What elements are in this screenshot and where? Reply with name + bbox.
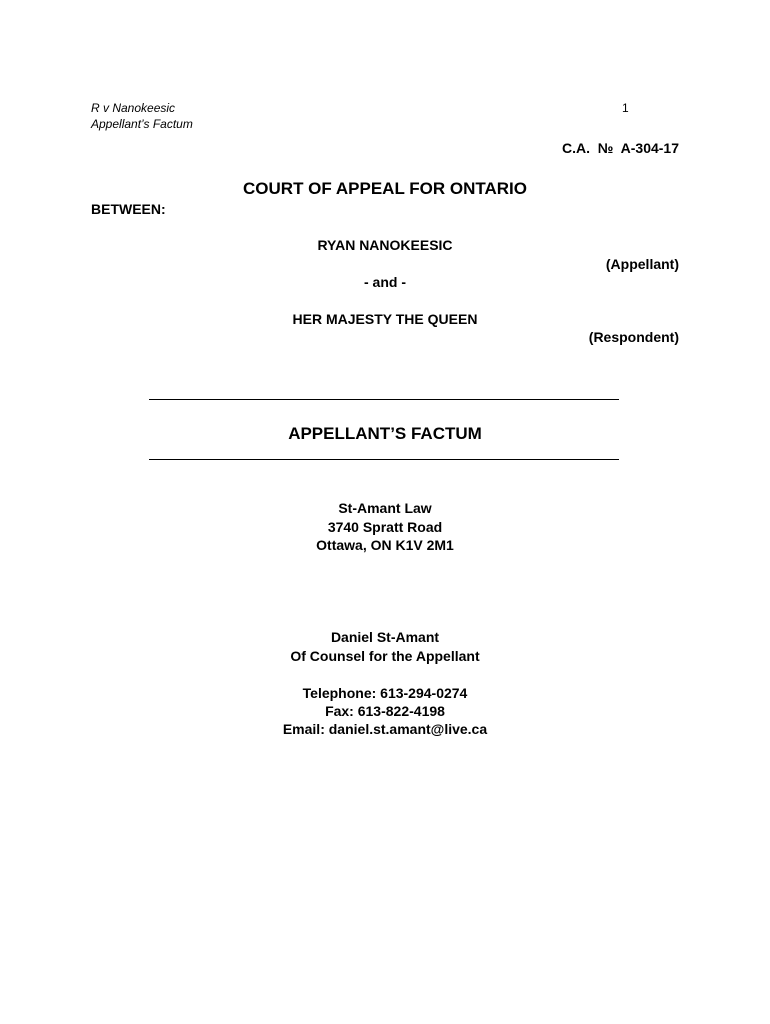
- firm-name: St-Amant Law: [338, 500, 432, 516]
- contact-telephone: Telephone: 613-294-0274: [302, 685, 468, 701]
- title-rule-top: [149, 399, 619, 400]
- court-file-number: C.A. № A-304-17: [561, 140, 679, 156]
- header-case-short: R v Nanokeesic: [91, 101, 176, 115]
- counsel-name: Daniel St-Amant: [330, 629, 440, 645]
- title-rule-bottom: [149, 459, 619, 460]
- header-doc-label: Appellant’s Factum: [91, 117, 193, 131]
- respondent-name: HER MAJESTY THE QUEEN: [292, 311, 478, 327]
- page-number: 1: [622, 101, 629, 115]
- court-name: COURT OF APPEAL FOR ONTARIO: [243, 179, 527, 198]
- firm-street: 3740 Spratt Road: [327, 519, 443, 535]
- appellant-name: RYAN NANOKEESIC: [317, 237, 453, 253]
- respondent-role: (Respondent): [588, 329, 679, 345]
- appellant-role: (Appellant): [605, 256, 679, 272]
- firm-city: Ottawa, ON K1V 2M1: [316, 537, 454, 553]
- contact-fax: Fax: 613-822-4198: [325, 703, 445, 719]
- counsel-role: Of Counsel for the Appellant: [290, 648, 480, 664]
- contact-email: Email: daniel.st.amant@live.ca: [282, 721, 488, 737]
- between-label: BETWEEN:: [91, 201, 166, 217]
- parties-separator: - and -: [364, 274, 406, 290]
- document-title: APPELLANT’S FACTUM: [288, 424, 482, 443]
